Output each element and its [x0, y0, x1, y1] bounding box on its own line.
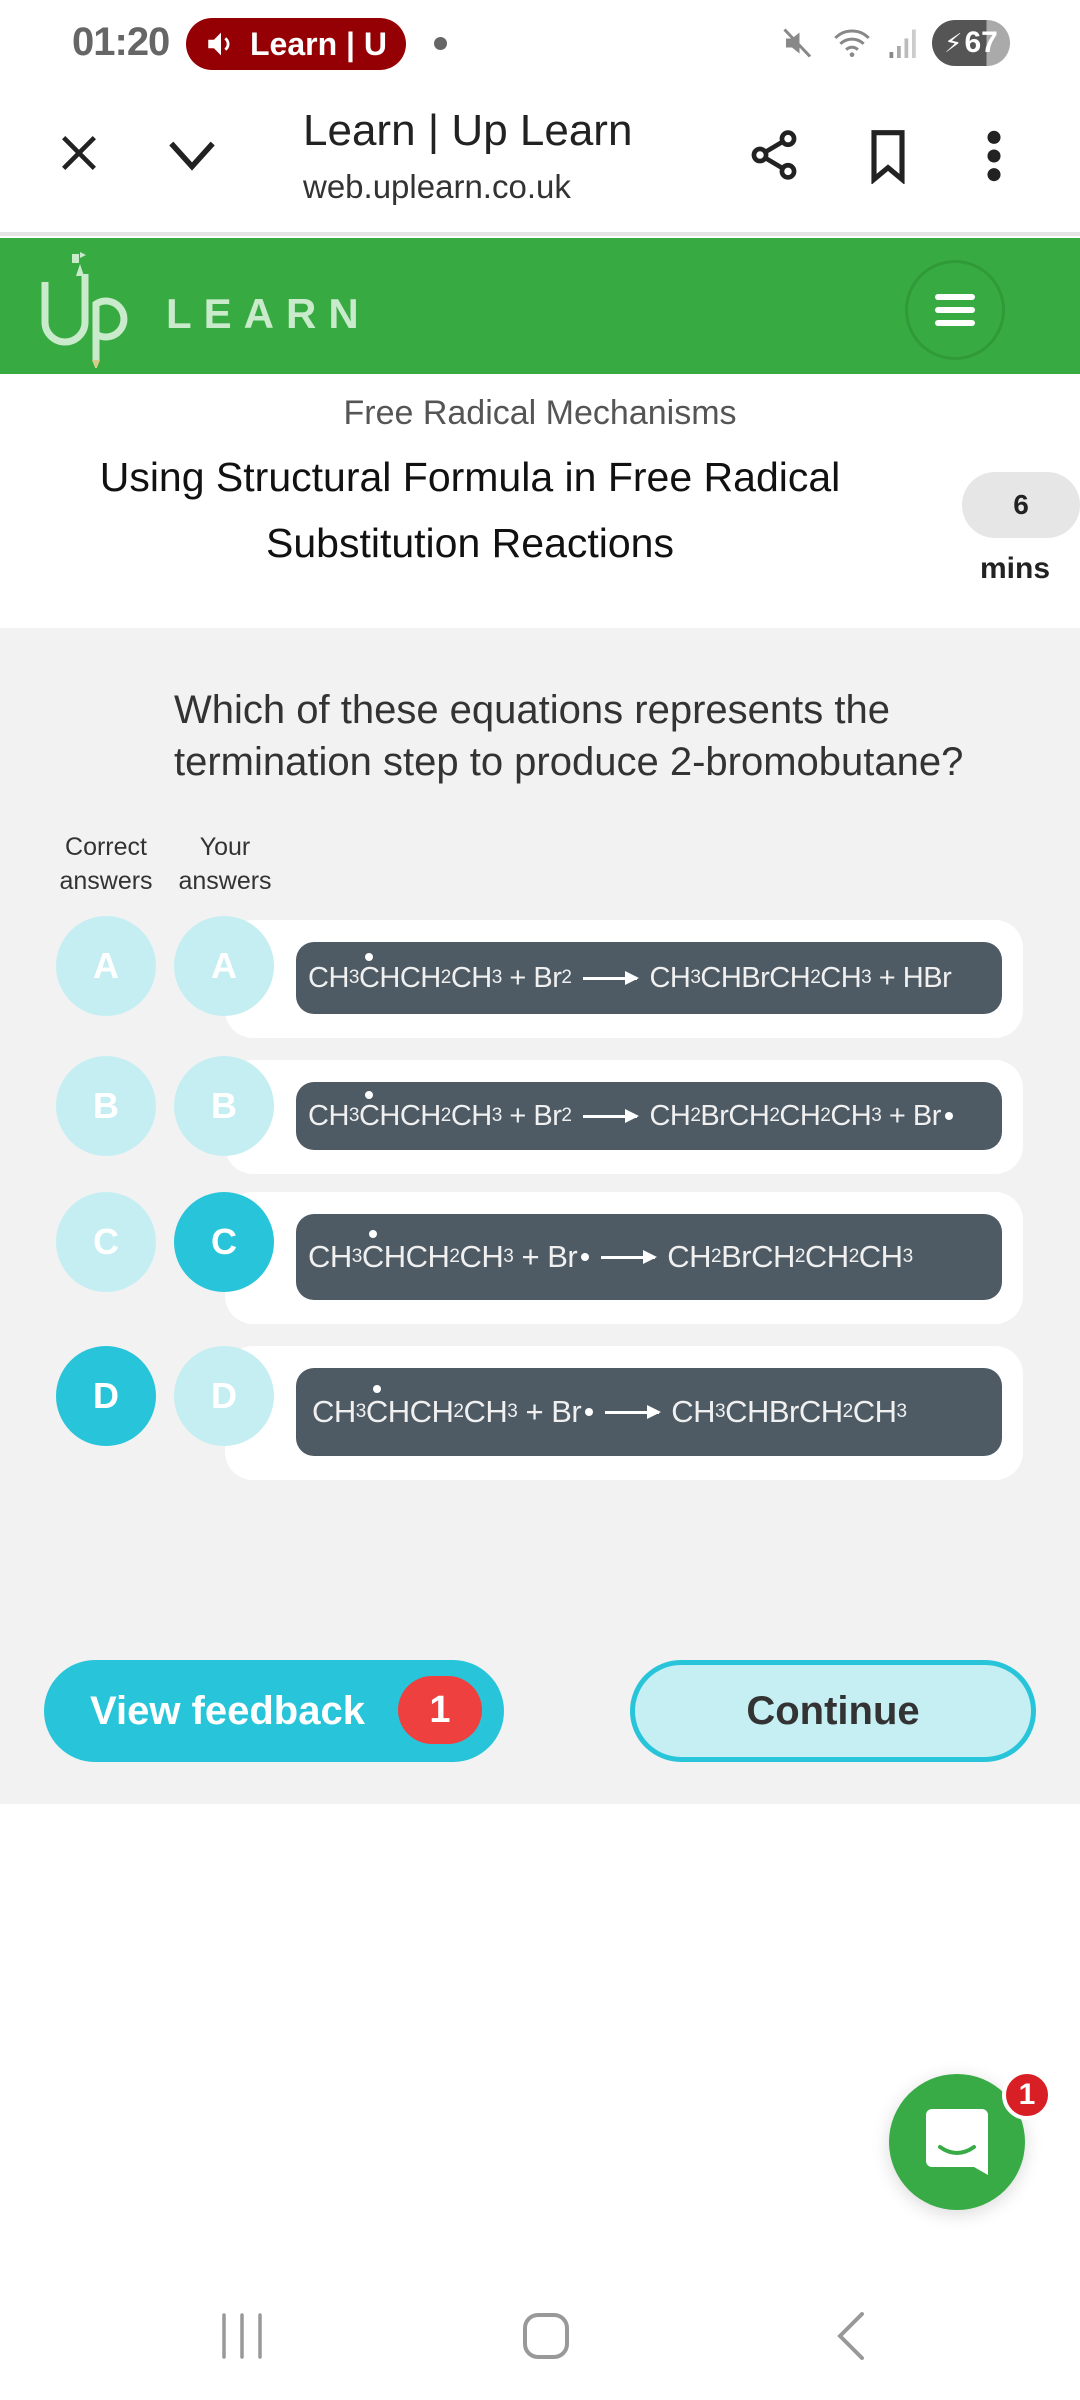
view-feedback-label: View feedback: [90, 1688, 365, 1733]
question-text: Which of these equations represents the termination step to produce 2-bromobutane?: [174, 688, 964, 784]
mute-icon: [780, 25, 816, 61]
media-pill-text: Learn | U: [250, 25, 387, 62]
notification-dot: [434, 37, 447, 50]
close-icon[interactable]: [56, 130, 102, 176]
correct-answers-label: Correct answers: [59, 833, 153, 895]
duration-unit: mins: [980, 552, 1051, 585]
page-title: Learn | Up Learn: [303, 106, 633, 155]
duration-badge: 6: [962, 472, 1080, 538]
media-indicator-pill[interactable]: [186, 18, 406, 70]
signal-icon: [888, 25, 918, 61]
equation-a: CH 3 C HCH 2 CH 3 + Br 2 CH 3 CHBrCH 2 CH 3 + HBr: [296, 942, 1002, 1014]
chevron-down-icon[interactable]: [164, 132, 220, 178]
correct-answer-bubble-b: B: [56, 1056, 156, 1156]
your-answer-bubble-c-selected[interactable]: C: [174, 1192, 274, 1292]
correct-answer-bubble-c: C: [56, 1192, 156, 1292]
your-answer-bubble-b[interactable]: B: [174, 1056, 274, 1156]
battery-level: 67: [964, 26, 998, 59]
back-icon: [832, 2312, 868, 2360]
your-answer-bubble-d[interactable]: D: [174, 1346, 274, 1446]
continue-button[interactable]: [630, 1660, 1036, 1762]
bookmark-icon[interactable]: [862, 128, 914, 184]
your-answers-label: Your answers: [178, 833, 272, 895]
equation-c: CH 3 C HCH 2 CH 3 + Br CH 2 BrCH 2 CH 2 CH 3: [296, 1214, 1002, 1300]
page-url[interactable]: web.uplearn.co.uk: [303, 168, 571, 205]
up-learn-logo-icon[interactable]: [38, 252, 150, 368]
continue-label: Continue: [746, 1688, 920, 1733]
browser-toolbar: [0, 88, 1080, 236]
share-icon[interactable]: [746, 126, 802, 184]
your-answer-bubble-a[interactable]: A: [174, 916, 274, 1016]
lesson-title: Using Structural Formula in Free Radical Substitution Reactions: [99, 454, 841, 566]
arrow-icon: [601, 1256, 655, 1259]
hamburger-icon-line: [935, 307, 975, 313]
correct-answer-bubble-a: A: [56, 916, 156, 1016]
back-button[interactable]: [800, 2296, 900, 2376]
wifi-icon: [830, 23, 874, 63]
feedback-count-badge: 1: [398, 1676, 482, 1744]
home-button[interactable]: [496, 2296, 596, 2376]
equation-b: CH 3 C HCH 2 CH 3 + Br 2 CH 2 BrCH 2 CH 2 CH 3 + Br: [296, 1082, 1002, 1150]
battery-charging-icon: ⚡: [944, 27, 963, 58]
hamburger-icon: [935, 294, 975, 300]
equation-d: CH 3 C HCH 2 CH 3 + Br CH 3 CHBrCH 2 CH 3: [296, 1368, 1002, 1456]
lesson-header: [0, 374, 1080, 628]
arrow-icon: [583, 1115, 637, 1118]
hamburger-icon-line: [935, 320, 975, 326]
chat-bubble-icon: [926, 2109, 988, 2175]
lesson-subject: Free Radical Mechanisms: [343, 394, 737, 432]
more-vert-icon[interactable]: [984, 128, 1004, 184]
arrow-icon: [583, 977, 637, 980]
app-header: [0, 238, 1080, 374]
correct-answer-bubble-d-selected: D: [56, 1346, 156, 1446]
question-area: [0, 628, 1080, 1804]
status-time: 01:20: [72, 20, 170, 64]
battery-indicator: [932, 20, 1010, 66]
system-nav-bar: [0, 2266, 1080, 2400]
chat-unread-badge: 1: [1002, 2070, 1052, 2120]
hamburger-menu-button[interactable]: [905, 260, 1005, 360]
status-bar: [0, 0, 1080, 88]
arrow-icon: [605, 1411, 659, 1414]
logo-wordmark: LEARN: [166, 290, 371, 337]
home-icon: [521, 2312, 571, 2360]
recent-apps-icon: [220, 2313, 264, 2359]
recent-apps-button[interactable]: [192, 2296, 292, 2376]
speaker-icon: [204, 27, 238, 61]
